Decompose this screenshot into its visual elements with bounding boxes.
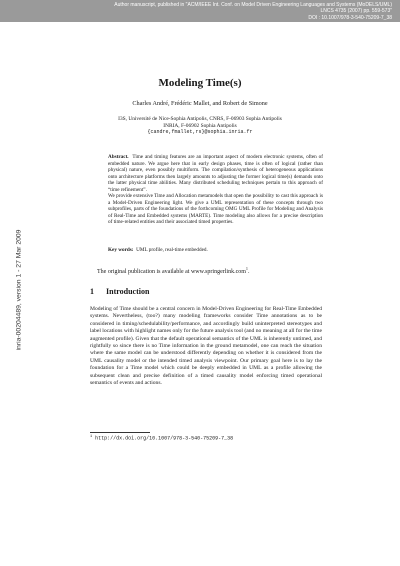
abstract-paragraph-1 [108,154,323,193]
keywords-label: Key words: [108,247,134,253]
author-emails: {candre,fmallet,rs}@sophia.inria.fr [147,129,253,136]
footnote-mark: 1 [90,435,93,439]
intro-body [90,306,322,387]
banner-line-1: Author manuscript, published in "ACM/IEEE Int. Conf. on Model Driven Engineering Languages and Systems (MoDELS/UML) [114,2,392,8]
paper-authors: Charles André, Frédéric Mallet, and Robert de Simone [132,100,268,107]
keywords-text: UML profile, real-time embedded. [136,247,208,253]
abstract-paragraph-2: We provide extensive Time and Allocation metamodels that open the possibility to cast this approach is a Model-Driven Engineering light. We give a UML representation of these concepts through two subprofiles, parts of the foundations of the forthcoming OMG UML Profile for Modeling and Analysis of Real-Time and Embedded systems (MARTE). Time modeling also allows for a precise description of time-related entities and their associated timed properties. [108,193,323,225]
affiliation-block [0,116,400,136]
banner-line-2: LNCS 4735 (2007) pp. 559-573" [320,8,392,15]
abstract-text-1: Time and timing features are an important aspect of modern electronic systems, often of embedded nature. We argue here that in early design phases, time is often of logical (rather than physical) nature, even possibly multiform. The compilation/synthesis of heterogeneous applications onto architecture platforms then largely amounts to adjusting the former logical time(s) demands onto the latter physical time abilities. Many distributed scheduling techniques pertain to this approach of “time refinement”. [108,154,323,193]
affiliation-line-1: I3S, Université de Nice-Sophia Antipolis, CNRS, F-06903 Sophia Antipolis [118,116,282,122]
publication-banner [0,0,400,22]
footnote-ref: 1 [245,266,248,271]
banner-line-3: DOI : 10.1007/978-3-540-75209-7_38 [308,14,392,21]
paper-title: Modeling Time(s) [158,77,242,89]
section-title: Introduction [106,287,150,296]
section-heading [90,287,149,296]
side-archive-label [11,200,27,380]
keywords-block [108,247,323,253]
original-publication-note: The original publication is available at www.springerlink.com$^1$. [97,266,250,275]
section-number: 1 [90,287,94,296]
affiliation-line-2: INRIA, F-06902 Sophia Antipolis [163,122,237,129]
side-archive-text: inria-00204489, version 1 - 27 Mar 2009 [15,229,23,351]
footnote [90,435,233,442]
abstract-block [108,154,323,226]
footnote-link[interactable]: http://dx.doi.org/10.1007/978-3-540-75209-7_38 [95,435,234,442]
intro-paragraph: Modeling of Time should be a central concern in Model-Driven Engineering for Real-Time Embedded systems. Nevertheless, (too?) many modeling frameworks consider Time annotations as to be considered in timing/schedulability/performance, and accordingly build uninterpreted stereotypes and label locations with highlight names only for the future analysis tool (and no meaning at all for the time augmented profile). Given that the default operational semantics of the UML is inherently untimed, and rightfully so since there is no Time information in the ground metamodel, one can reach the situation where the same model can be understood differently depending on whether it is considered from the UML causality model or the intended timed analysis viewpoint. Our primary goal here is to lay the foundation for a Time model which could be deeply embedded in UML as a profile allowing the subsequent clean and precise definition of a timed causality model enforcing timed operational semantics of events and actions. [90,306,322,387]
footnote-rule [90,432,150,433]
original-publication-text: The original publication is available at www.springerlink.com [97,269,246,275]
abstract-label: Abstract. [108,154,129,160]
